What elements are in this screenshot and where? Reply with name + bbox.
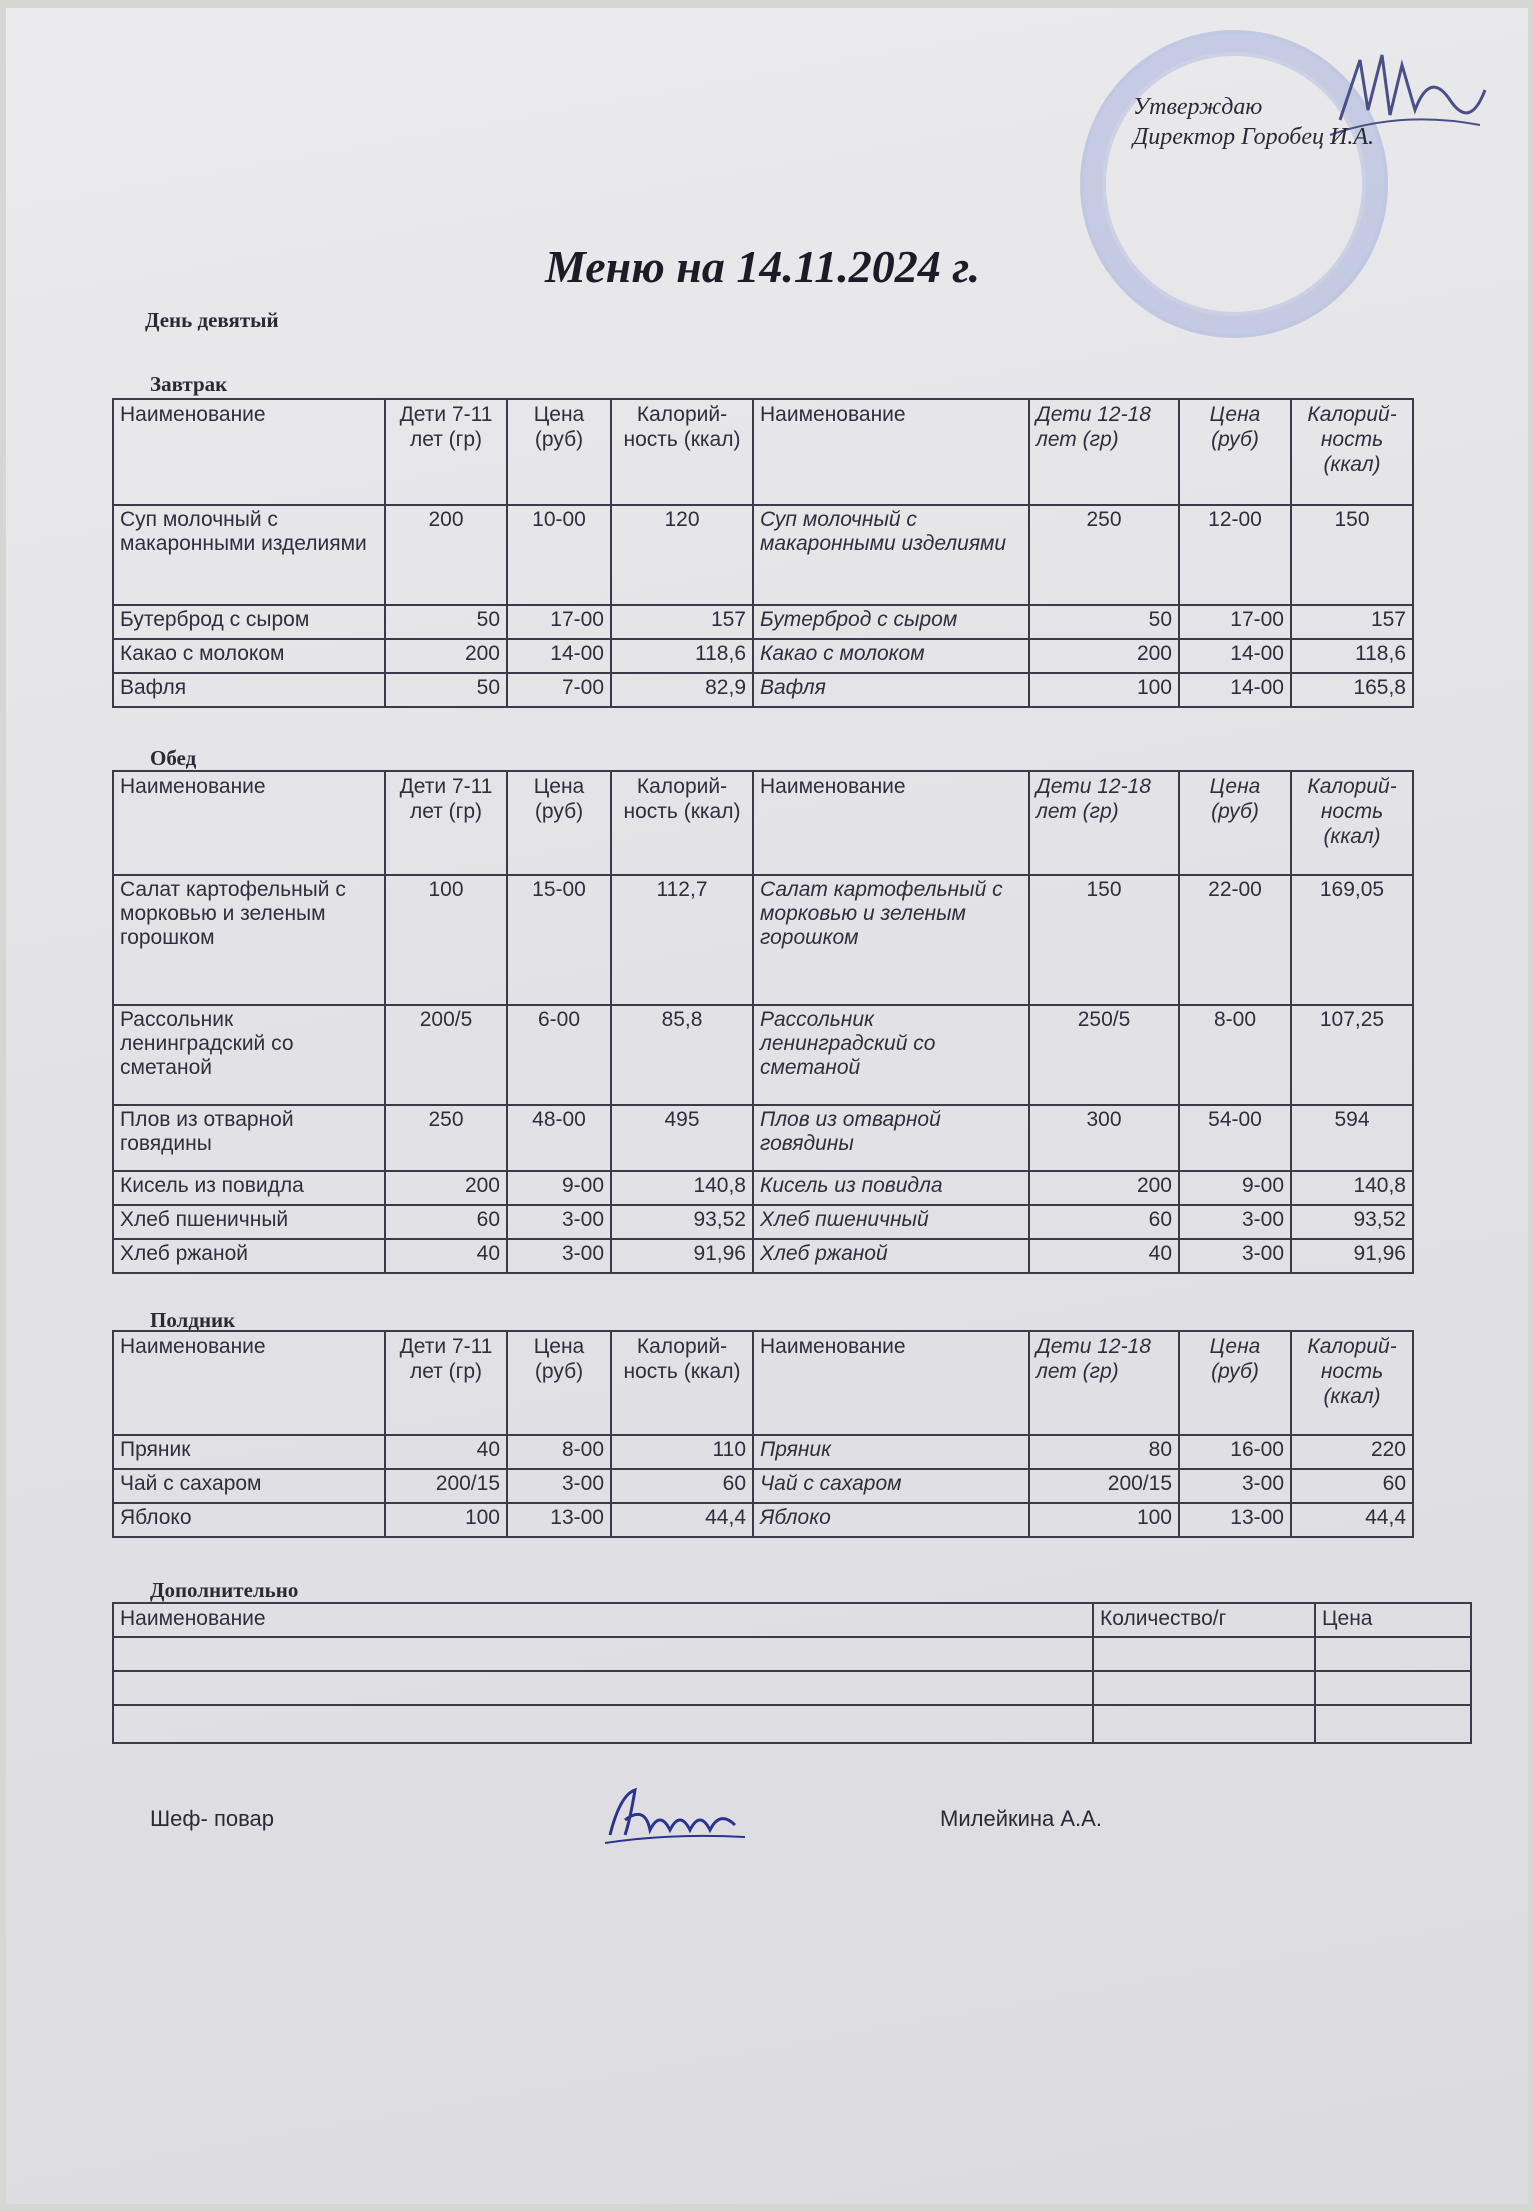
dish-name: Чай с сахаром xyxy=(113,1469,385,1503)
portion: 200 xyxy=(385,639,507,673)
header-kids-12-18: Дети 12-18 лет (гр) xyxy=(1029,1331,1179,1435)
calories: 110 xyxy=(611,1435,753,1469)
table-row xyxy=(113,1503,1413,1537)
header-kids-12-18: Дети 12-18 лет (гр) xyxy=(1029,771,1179,875)
calories: 120 xyxy=(611,505,753,605)
empty-cell xyxy=(113,1637,1093,1671)
calories: 44,4 xyxy=(1291,1503,1413,1537)
portion: 200/5 xyxy=(385,1005,507,1105)
price: 3-00 xyxy=(507,1239,611,1273)
approval-line-1: Утверждаю xyxy=(1133,94,1263,120)
calories: 157 xyxy=(1291,605,1413,639)
table-row xyxy=(113,875,1413,1005)
price: 15-00 xyxy=(507,875,611,1005)
price: 8-00 xyxy=(1179,1005,1291,1105)
price: 3-00 xyxy=(507,1469,611,1503)
price: 48-00 xyxy=(507,1105,611,1171)
dish-name: Суп молочный с макаронными изделиями xyxy=(113,505,385,605)
header-kids-7-11: Дети 7-11 лет (гр) xyxy=(385,399,507,505)
dish-name: Салат картофельный с морковью и зеленым горошком xyxy=(753,875,1029,1005)
dish-name: Вафля xyxy=(753,673,1029,707)
empty-cell xyxy=(1315,1671,1471,1705)
portion: 200/15 xyxy=(385,1469,507,1503)
price: 9-00 xyxy=(507,1171,611,1205)
header-name: Наименование xyxy=(113,1331,385,1435)
header-name: Наименование xyxy=(113,399,385,505)
portion: 150 xyxy=(1029,875,1179,1005)
price: 8-00 xyxy=(507,1435,611,1469)
header-name: Наименование xyxy=(113,1603,1093,1637)
price: 12-00 xyxy=(1179,505,1291,605)
table-row xyxy=(113,1435,1413,1469)
header-price: Цена xyxy=(1315,1603,1471,1637)
chef-role: Шеф- повар xyxy=(150,1806,274,1831)
empty-cell xyxy=(1093,1671,1315,1705)
snack-table xyxy=(112,1330,1414,1538)
calories: 165,8 xyxy=(1291,673,1413,707)
portion: 50 xyxy=(385,673,507,707)
header-price: Цена (руб) xyxy=(1179,399,1291,505)
table-row xyxy=(113,1105,1413,1171)
day-label: День девятый xyxy=(145,308,279,332)
dish-name: Рассольник ленинградский со сметаной xyxy=(753,1005,1029,1105)
calories: 44,4 xyxy=(611,1503,753,1537)
table-header-row xyxy=(113,399,1413,505)
page-title: Меню на 14.11.2024 г. xyxy=(545,241,981,292)
price: 22-00 xyxy=(1179,875,1291,1005)
calories: 157 xyxy=(611,605,753,639)
dish-name: Рассольник ленинградский со сметаной xyxy=(113,1005,385,1105)
section-label-breakfast: Завтрак xyxy=(150,372,228,396)
portion: 250 xyxy=(1029,505,1179,605)
header-calories: Калорий-ность (ккал) xyxy=(1291,1331,1413,1435)
lunch-table xyxy=(112,770,1414,1274)
portion: 300 xyxy=(1029,1105,1179,1171)
dish-name: Бутерброд с сыром xyxy=(753,605,1029,639)
dish-name: Пряник xyxy=(753,1435,1029,1469)
calories: 140,8 xyxy=(1291,1171,1413,1205)
price: 14-00 xyxy=(1179,639,1291,673)
portion: 100 xyxy=(1029,1503,1179,1537)
portion: 50 xyxy=(385,605,507,639)
header-calories: Калорий-ность (ккал) xyxy=(1291,771,1413,875)
portion: 60 xyxy=(385,1205,507,1239)
portion: 250/5 xyxy=(1029,1005,1179,1105)
calories: 91,96 xyxy=(611,1239,753,1273)
price: 9-00 xyxy=(1179,1171,1291,1205)
calories: 220 xyxy=(1291,1435,1413,1469)
price: 3-00 xyxy=(507,1205,611,1239)
dish-name: Хлеб ржаной xyxy=(113,1239,385,1273)
table-row xyxy=(113,1005,1413,1105)
dish-name: Яблоко xyxy=(113,1503,385,1537)
header-price: Цена (руб) xyxy=(507,1331,611,1435)
calories: 93,52 xyxy=(1291,1205,1413,1239)
price: 3-00 xyxy=(1179,1239,1291,1273)
table-header-row xyxy=(113,1603,1471,1637)
price: 17-00 xyxy=(507,605,611,639)
header-price: Цена (руб) xyxy=(1179,771,1291,875)
dish-name: Вафля xyxy=(113,673,385,707)
header-calories: Калорий-ность (ккал) xyxy=(1291,399,1413,505)
dish-name: Яблоко xyxy=(753,1503,1029,1537)
chef-name: Милейкина А.А. xyxy=(940,1806,1102,1831)
dish-name: Хлеб ржаной xyxy=(753,1239,1029,1273)
empty-cell xyxy=(113,1671,1093,1705)
dish-name: Бутерброд с сыром xyxy=(113,605,385,639)
dish-name: Какао с молоком xyxy=(753,639,1029,673)
dish-name: Плов из отварной говядины xyxy=(113,1105,385,1171)
table-row xyxy=(113,673,1413,707)
portion: 200 xyxy=(1029,1171,1179,1205)
section-label-lunch: Обед xyxy=(150,746,197,770)
portion: 200 xyxy=(385,505,507,605)
header-price: Цена (руб) xyxy=(507,399,611,505)
header-quantity: Количество/г xyxy=(1093,1603,1315,1637)
calories: 82,9 xyxy=(611,673,753,707)
dish-name: Хлеб пшеничный xyxy=(113,1205,385,1239)
header-name: Наименование xyxy=(753,771,1029,875)
calories: 140,8 xyxy=(611,1171,753,1205)
calories: 107,25 xyxy=(1291,1005,1413,1105)
dish-name: Плов из отварной говядины xyxy=(753,1105,1029,1171)
empty-cell xyxy=(1315,1637,1471,1671)
portion: 100 xyxy=(1029,673,1179,707)
chef-signature xyxy=(600,1775,750,1855)
dish-name: Какао с молоком xyxy=(113,639,385,673)
empty-cell xyxy=(1315,1705,1471,1743)
dish-name: Суп молочный с макаронными изделиями xyxy=(753,505,1029,605)
portion: 40 xyxy=(385,1435,507,1469)
header-kids-12-18: Дети 12-18 лет (гр) xyxy=(1029,399,1179,505)
header-calories: Калорий-ность (ккал) xyxy=(611,1331,753,1435)
table-row xyxy=(113,1205,1413,1239)
price: 14-00 xyxy=(507,639,611,673)
empty-cell xyxy=(1093,1705,1315,1743)
calories: 169,05 xyxy=(1291,875,1413,1005)
header-kids-7-11: Дети 7-11 лет (гр) xyxy=(385,1331,507,1435)
calories: 112,7 xyxy=(611,875,753,1005)
portion: 200/15 xyxy=(1029,1469,1179,1503)
calories: 85,8 xyxy=(611,1005,753,1105)
table-row xyxy=(113,1469,1413,1503)
header-kids-7-11: Дети 7-11 лет (гр) xyxy=(385,771,507,875)
table-row xyxy=(113,1637,1471,1671)
calories: 495 xyxy=(611,1105,753,1171)
calories: 93,52 xyxy=(611,1205,753,1239)
table-header-row xyxy=(113,1331,1413,1435)
section-label-snack: Полдник xyxy=(150,1308,236,1332)
breakfast-table xyxy=(112,398,1414,708)
header-calories: Калорий-ность (ккал) xyxy=(611,399,753,505)
portion: 60 xyxy=(1029,1205,1179,1239)
approval-block xyxy=(1133,92,1374,152)
calories: 118,6 xyxy=(611,639,753,673)
calories: 118,6 xyxy=(1291,639,1413,673)
empty-cell xyxy=(113,1705,1093,1743)
header-calories: Калорий-ность (ккал) xyxy=(611,771,753,875)
table-row xyxy=(113,639,1413,673)
header-price: Цена (руб) xyxy=(1179,1331,1291,1435)
price: 54-00 xyxy=(1179,1105,1291,1171)
header-price: Цена (руб) xyxy=(507,771,611,875)
table-row xyxy=(113,1171,1413,1205)
dish-name: Чай с сахаром xyxy=(753,1469,1029,1503)
calories: 60 xyxy=(1291,1469,1413,1503)
portion: 40 xyxy=(1029,1239,1179,1273)
approval-line-2: Директор Горобец И.А. xyxy=(1133,124,1374,150)
price: 6-00 xyxy=(507,1005,611,1105)
header-name: Наименование xyxy=(753,399,1029,505)
table-row xyxy=(113,1671,1471,1705)
price: 17-00 xyxy=(1179,605,1291,639)
portion: 200 xyxy=(385,1171,507,1205)
price: 14-00 xyxy=(1179,673,1291,707)
calories: 594 xyxy=(1291,1105,1413,1171)
price: 7-00 xyxy=(507,673,611,707)
price: 10-00 xyxy=(507,505,611,605)
table-row xyxy=(113,1705,1471,1743)
portion: 100 xyxy=(385,875,507,1005)
portion: 40 xyxy=(385,1239,507,1273)
price: 13-00 xyxy=(507,1503,611,1537)
portion: 250 xyxy=(385,1105,507,1171)
portion: 200 xyxy=(1029,639,1179,673)
extra-table xyxy=(112,1602,1472,1744)
price: 3-00 xyxy=(1179,1469,1291,1503)
dish-name: Салат картофельный с морковью и зеленым горошком xyxy=(113,875,385,1005)
dish-name: Кисель из повидла xyxy=(753,1171,1029,1205)
table-row xyxy=(113,605,1413,639)
header-name: Наименование xyxy=(753,1331,1029,1435)
calories: 150 xyxy=(1291,505,1413,605)
header-name: Наименование xyxy=(113,771,385,875)
dish-name: Пряник xyxy=(113,1435,385,1469)
portion: 50 xyxy=(1029,605,1179,639)
calories: 91,96 xyxy=(1291,1239,1413,1273)
portion: 80 xyxy=(1029,1435,1179,1469)
dish-name: Кисель из повидла xyxy=(113,1171,385,1205)
price: 13-00 xyxy=(1179,1503,1291,1537)
table-header-row xyxy=(113,771,1413,875)
calories: 60 xyxy=(611,1469,753,1503)
empty-cell xyxy=(1093,1637,1315,1671)
dish-name: Хлеб пшеничный xyxy=(753,1205,1029,1239)
price: 3-00 xyxy=(1179,1205,1291,1239)
table-row xyxy=(113,1239,1413,1273)
table-row xyxy=(113,505,1413,605)
price: 16-00 xyxy=(1179,1435,1291,1469)
portion: 100 xyxy=(385,1503,507,1537)
section-label-extra: Дополнительно xyxy=(150,1578,299,1602)
